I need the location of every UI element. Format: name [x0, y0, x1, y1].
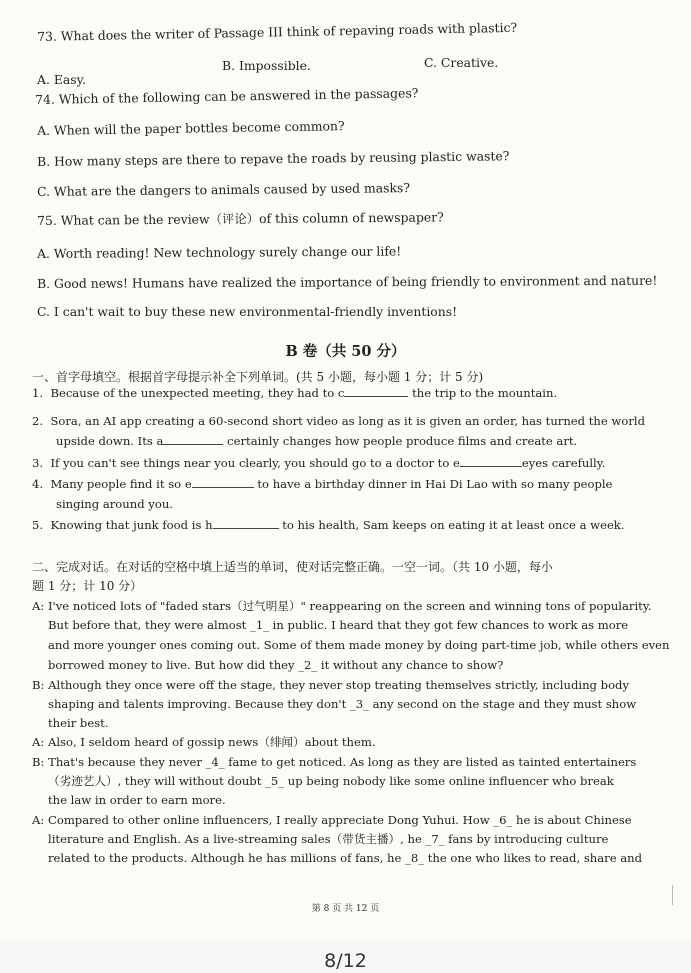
dialogue-line: borrowed money to live. But how did they _2_ it without any chance to show? — [48, 658, 504, 672]
dialogue-line: B: Although they once were off the stage, they never stop treating themselves strictly, including body — [32, 678, 630, 692]
part1-item-4-line2: singing around you. — [56, 497, 173, 511]
q74-option-a: A. When will the paper bottles become common? — [37, 118, 345, 138]
q74-option-c: C. What are the dangers to animals caused by used masks? — [37, 180, 411, 199]
dialogue-line: A: Compared to other online influencers, I really appreciate Dong Yuhui. How _6_ he is about Chinese — [32, 813, 632, 827]
scan-edge-mark — [672, 885, 673, 905]
dialogue-line: B: That's because they never _4_ fame to get noticed. As long as they are listed as tainted entertainers — [32, 755, 637, 769]
q73-stem: 73. What does the writer of Passage III think of repaving roads with plastic? — [37, 19, 518, 44]
part1-heading: 一、首字母填空。根据首字母提示补全下列单词。(共 5 小题，每小题 1 分；计 5 分) — [32, 370, 484, 384]
part1-item-1: 1. Because of the unexpected meeting, they had to c the trip to the mountain. — [32, 386, 558, 400]
part1-item-2-line1: 2. Sora, an AI app creating a 60-second short video as long as it is given an order, has turned the world — [32, 414, 646, 428]
q75-option-b: B. Good news! Humans have realized the importance of being friendly to environment and nature! — [37, 272, 658, 291]
dialogue-line: and more younger ones coming out. Some of them made money by doing part-time job, while others even — [48, 638, 670, 652]
page-footer: 第 8 页 共 12 页 — [311, 904, 380, 914]
q74-stem: 74. Which of the following can be answered in the passages? — [35, 85, 419, 107]
dialogue-line: literature and English. As a live-streaming sales（带货主播）, he _7_ fans by introducing culture — [48, 832, 609, 846]
q75-option-a: A. Worth reading! New technology surely change our life! — [37, 243, 402, 261]
section-b-title: B 卷（共 50 分） — [285, 343, 406, 360]
page-indicator: 8/12 — [324, 950, 367, 972]
dialogue-line: But before that, they were almost _1_ in public. I heard that they got few chances to work as more — [48, 618, 629, 632]
part1-item-3: 3. If you can't see things near you clearly, you should go to a doctor to e eyes carefully. — [32, 456, 606, 470]
dialogue-line: A: I've noticed lots of "faded stars（过气明星）" reappearing on the screen and winning tons of popularity. — [32, 599, 652, 613]
q75-stem: 75. What can be the review（评论）of this column of newspaper? — [37, 209, 444, 228]
part1-item-4-line1: 4. Many people find it so e to have a birthday dinner in Hai Di Lao with so many people — [32, 477, 613, 491]
dialogue-line: related to the products. Although he has millions of fans, he _8_ the one who likes to read, share and — [48, 851, 643, 865]
q73-option-b: B. Impossible. — [222, 58, 311, 73]
q73-option-a: A. Easy. — [37, 72, 86, 87]
dialogue-line: A: Also, I seldom heard of gossip news（绯闻）about them. — [32, 735, 376, 749]
q75-option-c: C. I can't wait to buy these new environmental-friendly inventions! — [37, 304, 458, 319]
dialogue-line: the law in order to earn more. — [48, 793, 226, 807]
dialogue-line: shaping and talents improving. Because they don't _3_ any second on the stage and they must show — [48, 697, 637, 711]
dialogue-line: （劣迹艺人）, they will without doubt _5_ up being nobody like some online influencer who break — [48, 774, 614, 788]
dialogue-line: their best. — [48, 716, 109, 730]
part2-heading-line2: 题 1 分；计 10 分） — [32, 579, 143, 593]
q74-option-b: B. How many steps are there to repave the roads by reusing plastic waste? — [37, 148, 510, 169]
part2-heading-line1: 二、完成对话。在对话的空格中填上适当的单词，使对话完整正确。一空一词。（共 10 小题，每小 — [32, 560, 553, 574]
part1-item-2-line2: upside down. Its a certainly changes how people produce films and create art. — [56, 434, 578, 448]
q73-option-c: C. Creative. — [424, 55, 499, 70]
part1-item-5: 5. Knowing that junk food is h to his health, Sam keeps on eating it at least once a week. — [32, 518, 625, 532]
